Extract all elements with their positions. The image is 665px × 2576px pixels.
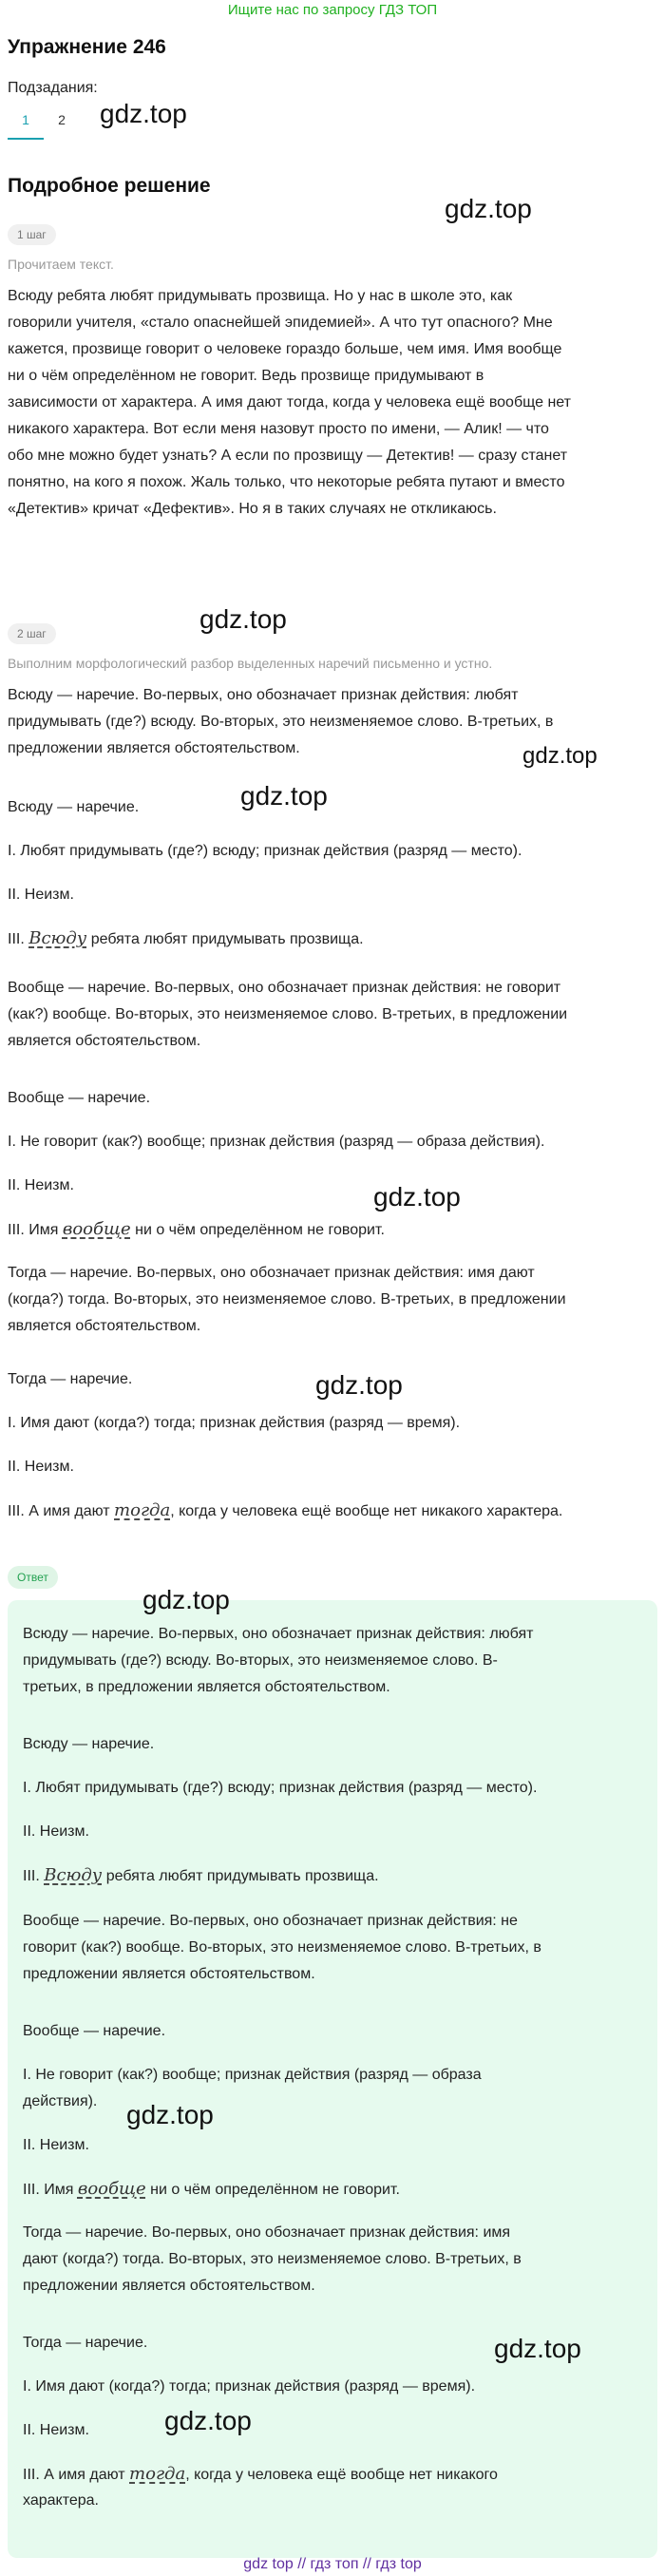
voobshche-point-iii bbox=[8, 1216, 385, 1244]
answer-togda-point-iii-cont: характера. bbox=[23, 2492, 99, 2509]
answer-togda-head: Тогда — наречие. bbox=[23, 2335, 148, 2351]
watermark: gdz.top bbox=[200, 604, 287, 634]
text-line: зависимости от характера. А имя дают тогда, когда у человека ещё вообще нет bbox=[8, 394, 571, 410]
text-line: дают (когда?) тогда. Во-вторых, это неизменяемое слово. В-третьих, в bbox=[23, 2251, 522, 2267]
top-banner: Ищите нас по запросу ГДЗ ТОП bbox=[227, 2, 438, 18]
step-2-intro: Выполним морфологический разбор выделенных наречий письменно и устно. bbox=[8, 656, 493, 671]
answer-vsyudu-point-i: I. Любят придумывать (где?) всюду; признак действия (разряд — место). bbox=[23, 1780, 538, 1796]
voobshche-head: Вообще — наречие. bbox=[8, 1090, 151, 1106]
text-line: кажется, прозвище говорит о человеке гораздо больше, чем имя. Имя вообще bbox=[8, 341, 562, 357]
vsyudu-head: Всюду — наречие. bbox=[8, 799, 140, 815]
togda-point-ii: II. Неизм. bbox=[8, 1459, 74, 1475]
watermark: gdz.top bbox=[445, 194, 532, 223]
text-line: Тогда — наречие. Во-первых, оно обозначает признак действия: имя bbox=[23, 2224, 511, 2241]
text-line: Всюду — наречие. Во-первых, оно обозначает признак действия: любят bbox=[23, 1626, 534, 1642]
solution-title: Подробное решение bbox=[8, 175, 211, 197]
text-line: понятно, на кого я похож. Жаль только, что некоторые ребята путают и вместо bbox=[8, 474, 565, 490]
togda-point-iii bbox=[8, 1498, 562, 1525]
text-prefix: III. bbox=[8, 931, 29, 947]
watermark: gdz.top bbox=[142, 1585, 230, 1614]
voobshche-point-i: I. Не говорит (как?) вообще; признак действия (разряд — образа действия). bbox=[8, 1134, 545, 1150]
vsyudu-point-i: I. Любят придумывать (где?) всюду; признак действия (разряд — место). bbox=[8, 843, 522, 859]
vsyudu-point-ii: II. Неизм. bbox=[8, 887, 74, 903]
text-line: Вообще — наречие. Во-первых, оно обозначает признак действия: не говорит bbox=[8, 980, 561, 996]
voobshche-point-ii: II. Неизм. bbox=[8, 1177, 74, 1193]
text-line: является обстоятельством. bbox=[8, 1318, 201, 1334]
text-line: предложении является обстоятельством. bbox=[23, 2278, 315, 2294]
answer-togda-point-ii: II. Неизм. bbox=[23, 2422, 89, 2438]
answer-voobshche-description bbox=[23, 1908, 640, 1988]
vsyudu-point-iii bbox=[8, 925, 364, 953]
text-line: Вообще — наречие. Во-первых, оно обозначает признак действия: не bbox=[23, 1913, 518, 1929]
text-rest: ребята любят придумывать прозвища. bbox=[86, 931, 364, 947]
step-1-text bbox=[8, 283, 616, 523]
watermark: gdz.top bbox=[100, 99, 187, 128]
answer-badge: Ответ bbox=[8, 1566, 58, 1589]
voobshche-description bbox=[8, 975, 616, 1055]
text-line: никакого характера. Вот если меня назовут просто по имени, — Алик! — что bbox=[8, 421, 549, 437]
vsyudu-description bbox=[8, 682, 616, 762]
text-prefix: III. Имя bbox=[23, 2182, 78, 2198]
watermark: gdz.top bbox=[240, 781, 328, 811]
answer-voobshche-point-i bbox=[23, 2062, 640, 2115]
text-prefix: III. А имя дают bbox=[23, 2467, 130, 2483]
active-tab-indicator bbox=[8, 138, 44, 140]
handwritten-adverb: Всюду bbox=[44, 1865, 103, 1885]
text-line: действия). bbox=[23, 2093, 98, 2109]
togda-head: Тогда — наречие. bbox=[8, 1371, 133, 1387]
text-prefix: III. bbox=[23, 1868, 45, 1884]
step-1-intro: Прочитаем текст. bbox=[8, 257, 114, 272]
text-line: «Детектив» кричат «Дефектив». Но я в таких случаях не откликаюсь. bbox=[8, 501, 497, 517]
exercise-title: Упражнение 246 bbox=[8, 36, 166, 58]
text-line: третьих, в предложении является обстоятельством. bbox=[23, 1679, 390, 1695]
text-rest: , когда у человека ещё вообще нет никакого bbox=[185, 2467, 498, 2483]
watermark: gdz.top bbox=[373, 1182, 461, 1212]
text-line: говорит (как?) вообще. Во-вторых, это неизменяемое слово. В-третьих, в bbox=[23, 1939, 542, 1956]
handwritten-adverb: вообще bbox=[62, 1219, 131, 1239]
text-line: Всюду — наречие. Во-первых, оно обозначает признак действия: любят bbox=[8, 687, 519, 703]
watermark: gdz.top bbox=[315, 1370, 403, 1400]
answer-togda-point-i: I. Имя дают (когда?) тогда; признак действия (разряд — время). bbox=[23, 2378, 476, 2395]
text-line: придумывать (где?) всюду. Во-вторых, это неизменяемое слово. В- bbox=[23, 1652, 498, 1669]
answer-voobshche-point-ii: II. Неизм. bbox=[23, 2137, 89, 2153]
tab-subtask-1[interactable]: 1 bbox=[22, 112, 29, 127]
handwritten-adverb: тогда bbox=[129, 2464, 186, 2484]
text-prefix: III. А имя дают bbox=[8, 1503, 115, 1519]
handwritten-adverb: тогда bbox=[114, 1500, 171, 1520]
text-line: является обстоятельством. bbox=[8, 1033, 201, 1049]
answer-voobshche-head: Вообще — наречие. bbox=[23, 2023, 166, 2039]
text-line: (когда?) тогда. Во-вторых, это неизменяемое слово. В-третьих, в предложении bbox=[8, 1291, 566, 1307]
tab-subtask-2[interactable]: 2 bbox=[58, 112, 66, 127]
answer-vsyudu-head: Всюду — наречие. bbox=[23, 1736, 155, 1752]
text-line: I. Не говорит (как?) вообще; признак действия (разряд — образа bbox=[23, 2067, 482, 2083]
text-line: предложении является обстоятельством. bbox=[23, 1966, 315, 1982]
text-line: придумывать (где?) всюду. Во-вторых, это неизменяемое слово. В-третьих, в bbox=[8, 714, 554, 730]
step-2-badge: 2 шаг bbox=[8, 623, 56, 644]
text-rest: ни о чём определённом не говорит. bbox=[130, 1222, 385, 1238]
watermark: gdz.top bbox=[494, 2334, 581, 2363]
text-line: обо мне можно будет узнать? А если по прозвищу — Детектив! — сразу станет bbox=[8, 448, 568, 464]
text-line: ни о чём определённом не говорит. Ведь прозвище придумывают в bbox=[8, 368, 484, 384]
text-rest: ни о чём определённом не говорит. bbox=[145, 2182, 400, 2198]
text-rest: , когда у человека ещё вообще нет никакого характера. bbox=[170, 1503, 563, 1519]
text-line: предложении является обстоятельством. bbox=[8, 740, 300, 756]
text-line: говорили учителя, «стало опаснейшей эпидемией». А что тут опасного? Мне bbox=[8, 315, 553, 331]
text-line: Всюду ребята любят придумывать прозвища. Но у нас в школе это, как bbox=[8, 288, 513, 304]
watermark: gdz.top bbox=[126, 2100, 214, 2129]
step-1-badge: 1 шаг bbox=[8, 224, 56, 245]
answer-togda-description bbox=[23, 2220, 640, 2299]
watermark: gdz.top bbox=[164, 2406, 252, 2435]
handwritten-adverb: Всюду bbox=[28, 928, 87, 948]
text-rest: ребята любят придумывать прозвища. bbox=[102, 1868, 379, 1884]
handwritten-adverb: вообще bbox=[77, 2179, 146, 2199]
subtasks-label: Подзадания: bbox=[8, 80, 98, 96]
answer-vsyudu-description bbox=[23, 1621, 640, 1701]
text-prefix: III. Имя bbox=[8, 1222, 63, 1238]
answer-voobshche-point-iii bbox=[23, 2176, 400, 2204]
answer-togda-point-iii bbox=[23, 2461, 498, 2489]
answer-vsyudu-point-ii: II. Неизм. bbox=[23, 1823, 89, 1840]
text-line: (как?) вообще. Во-вторых, это неизменяемое слово. В-третьих, в предложении bbox=[8, 1006, 568, 1022]
togda-description bbox=[8, 1260, 616, 1340]
footer-links: gdz top // гдз топ // гдз top bbox=[243, 2556, 422, 2572]
answer-vsyudu-point-iii bbox=[23, 1862, 379, 1890]
togda-point-i: I. Имя дают (когда?) тогда; признак действия (разряд — время). bbox=[8, 1415, 461, 1431]
watermark: gdz.top bbox=[522, 743, 598, 769]
text-line: Тогда — наречие. Во-первых, оно обозначает признак действия: имя дают bbox=[8, 1265, 535, 1281]
